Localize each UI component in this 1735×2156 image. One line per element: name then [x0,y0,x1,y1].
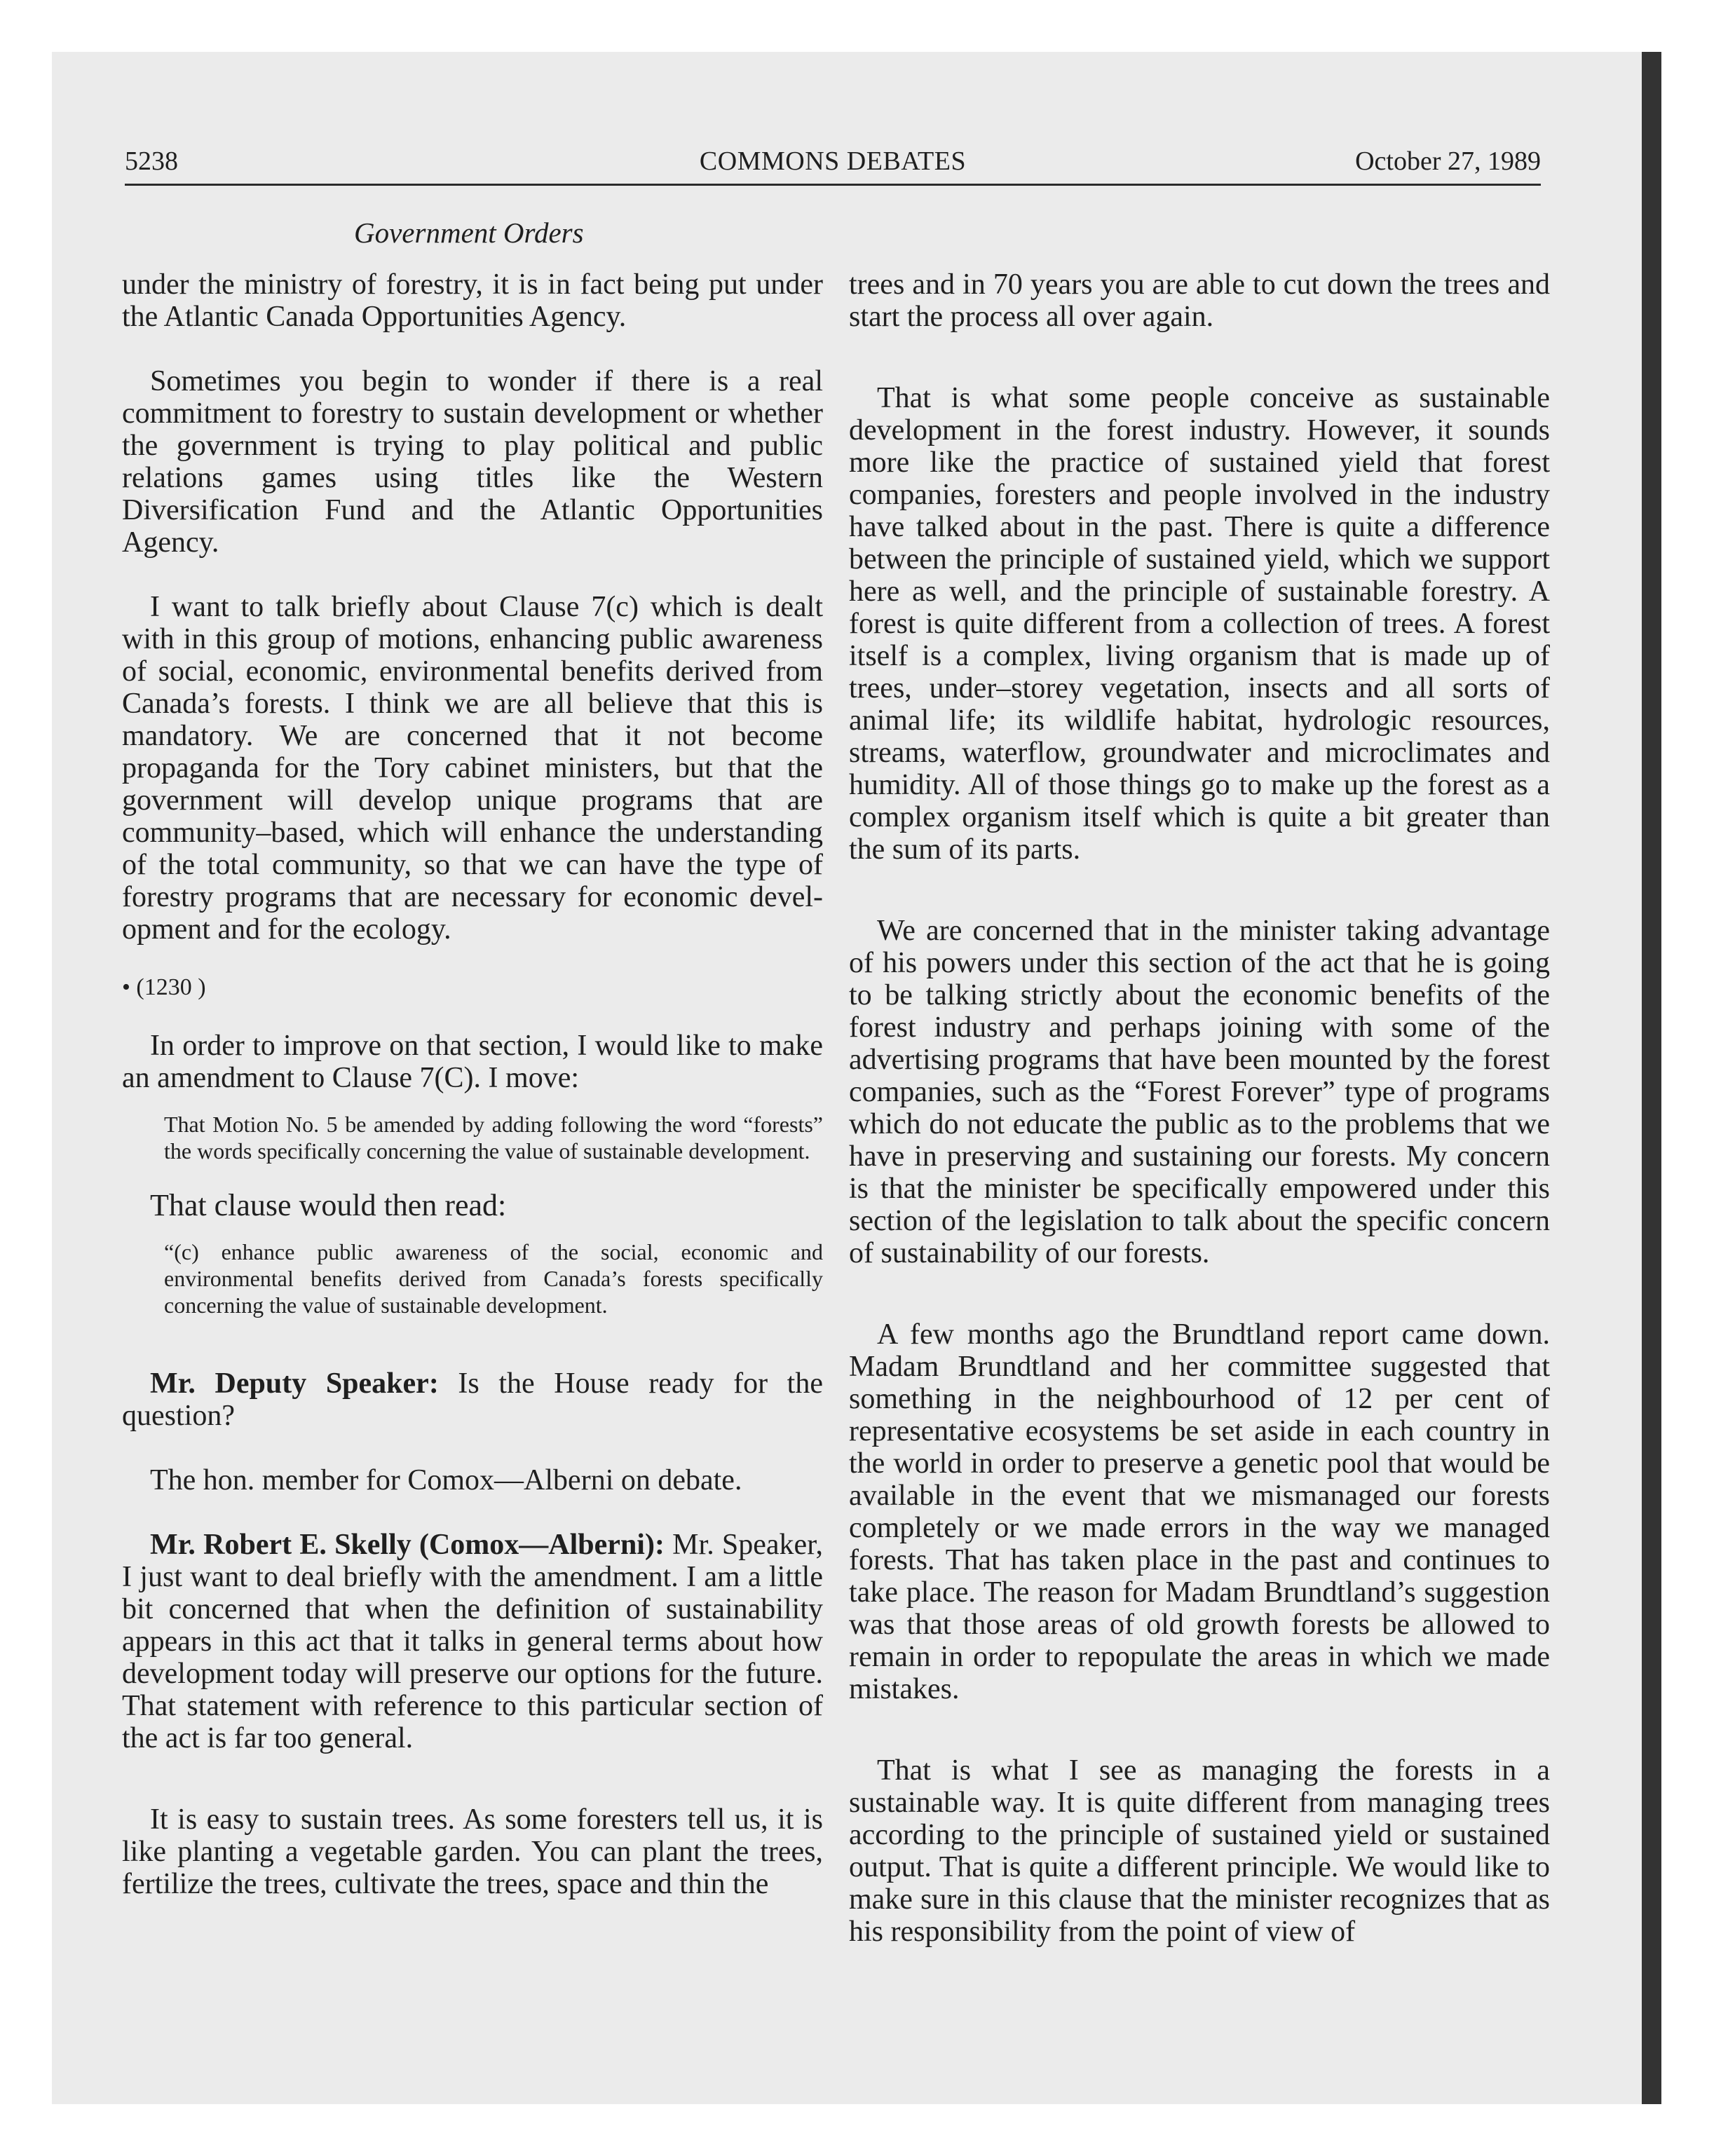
clause-quote: “(c) enhance public awareness of the social, economic and environmental benefits derived from Canada’s forests specifically concerning the value of sustainable development. [164,1239,823,1318]
speaker-name: Mr. Deputy Speaker: [150,1367,439,1400]
paragraph: The hon. member for Comox—Alberni on debate. [150,1464,742,1496]
speaker-paragraph [122,1367,823,1432]
left-column [122,268,823,1900]
speaker-text: Mr. Speaker, I just want to deal briefly with the amendment. I am a little bit concerned that when the definition of sustainability appears in this act that it talks in general terms about how development today will preserve our options for the future. That statement with reference to this particular section of the act is far too general. [122,1529,824,1754]
paragraph: In order to improve on that section, I would like to make an amendment to Clause 7(C). I move: [122,1030,823,1094]
paragraph: under the ministry of forestry, it is in fact being put under the Atlantic Canada Opportunities Agency. [122,268,823,333]
running-header [125,140,1541,182]
speaker-name: Mr. Robert E. Skelly (Comox—Alberni): [150,1529,665,1561]
paragraph: We are concerned that in the minister taking advantage of his powers under this section of the act that he is going to be talking strictly about the economic benefits of the forest industry and perhaps joining with some of the advertising programs that have been mounted by the forest companies, such as the “Forest Forever” type of programs which do not educate the public as to the problems that we have in preserving and sustaining our forests. My concern is that the minister be specifically empowered under this section of the legislation to talk about the specific concern of sustainability of our forests. [849,915,1550,1269]
paragraph: That is what I see as managing the forests in a sustainable way. It is quite different from managing trees according to the principle of sustained yield or sustained output. That is quite a different principle. We would like to make sure in this clause that the minister recognizes that as his responsibility from the point of view of [849,1754,1550,1948]
paragraph: A few months ago the Brundtland report came down. Madam Brundtland and her committee suggested that something in the neighbourhood of 12 per cent of representative ecosystems be set aside in each country in the world in order to preserve a genetic pool that would be available in the event that we mismanaged our forests completely or we made errors in the way we managed forests. That has taken place in the past and continues to take place. The reason for Madam Brundtland’s suggestion was that those areas of old growth forests be allowed to remain in order to repopulate the areas in which we made mistakes. [849,1318,1550,1705]
paragraph: That is what some people conceive as sustainable development in the forest industry. However, it sounds more like the practice of sustained yield that forest companies, foresters and people involved in the industry have talked about in the past. There is quite a difference between the principle of sustained yield, which we support here as well, and the principle of sustainable forestry. A forest is quite different from a collection of trees. A forest itself is a complex, living organism that is made up of trees, under–storey vegetation, insects and all sorts of animal life; its wildlife habitat, hydrologic resources, streams, waterflow, groundwater and microclimates and humidity. All of those things go to make up the forest as a complex organism itself which is quite a bit greater than the sum of its parts. [849,382,1550,866]
paragraph: trees and in 70 years you are able to cut down the trees and start the process all over again. [849,268,1550,333]
issue-date: October 27, 1989 [1355,146,1541,176]
header-rule [125,184,1541,186]
scan-edge-shadow [1642,52,1661,2104]
paragraph: It is easy to sustain trees. As some foresters tell us, it is like planting a vegetable garden. You can plant the trees, fertilize the trees, cultivate the trees, space and thin the [122,1803,823,1900]
section-title: Government Orders [354,217,584,249]
paragraph: I want to talk briefly about Clause 7(c) which is dealt with in this group of motions, enhancing public awareness of social, economic, environmental benefits derived from Canada’s forests. I think we are all believe that this is mandatory. We are concerned that it not become propaganda for the Tory cabinet ministers, but that the government will develop unique programs that are community–based, which will enhance the understanding of the total community, so that we can have the type of forestry programs that are necessary for economic development and for the ecology. [122,591,823,946]
right-column [849,268,1550,1948]
paragraph: Sometimes you begin to wonder if there is a real commitment to forestry to sustain development or whether the government is trying to play political and public relations games using titles like the Western Diversification Fund and the Atlantic Opportunities Agency. [122,365,823,559]
speaker-paragraph [122,1529,823,1754]
speaker-text: Is the House ready for the question? [122,1367,823,1432]
paragraph: That clause would then read: [150,1188,507,1222]
journal-title: COMMONS DEBATES [699,146,967,176]
motion-quote: That Motion No. 5 be amended by adding following the word “forests” the words specifically concerning the value of sustainable development. [164,1112,823,1164]
time-marker: • (1230 ) [122,974,206,1000]
page-number: 5238 [125,146,178,176]
